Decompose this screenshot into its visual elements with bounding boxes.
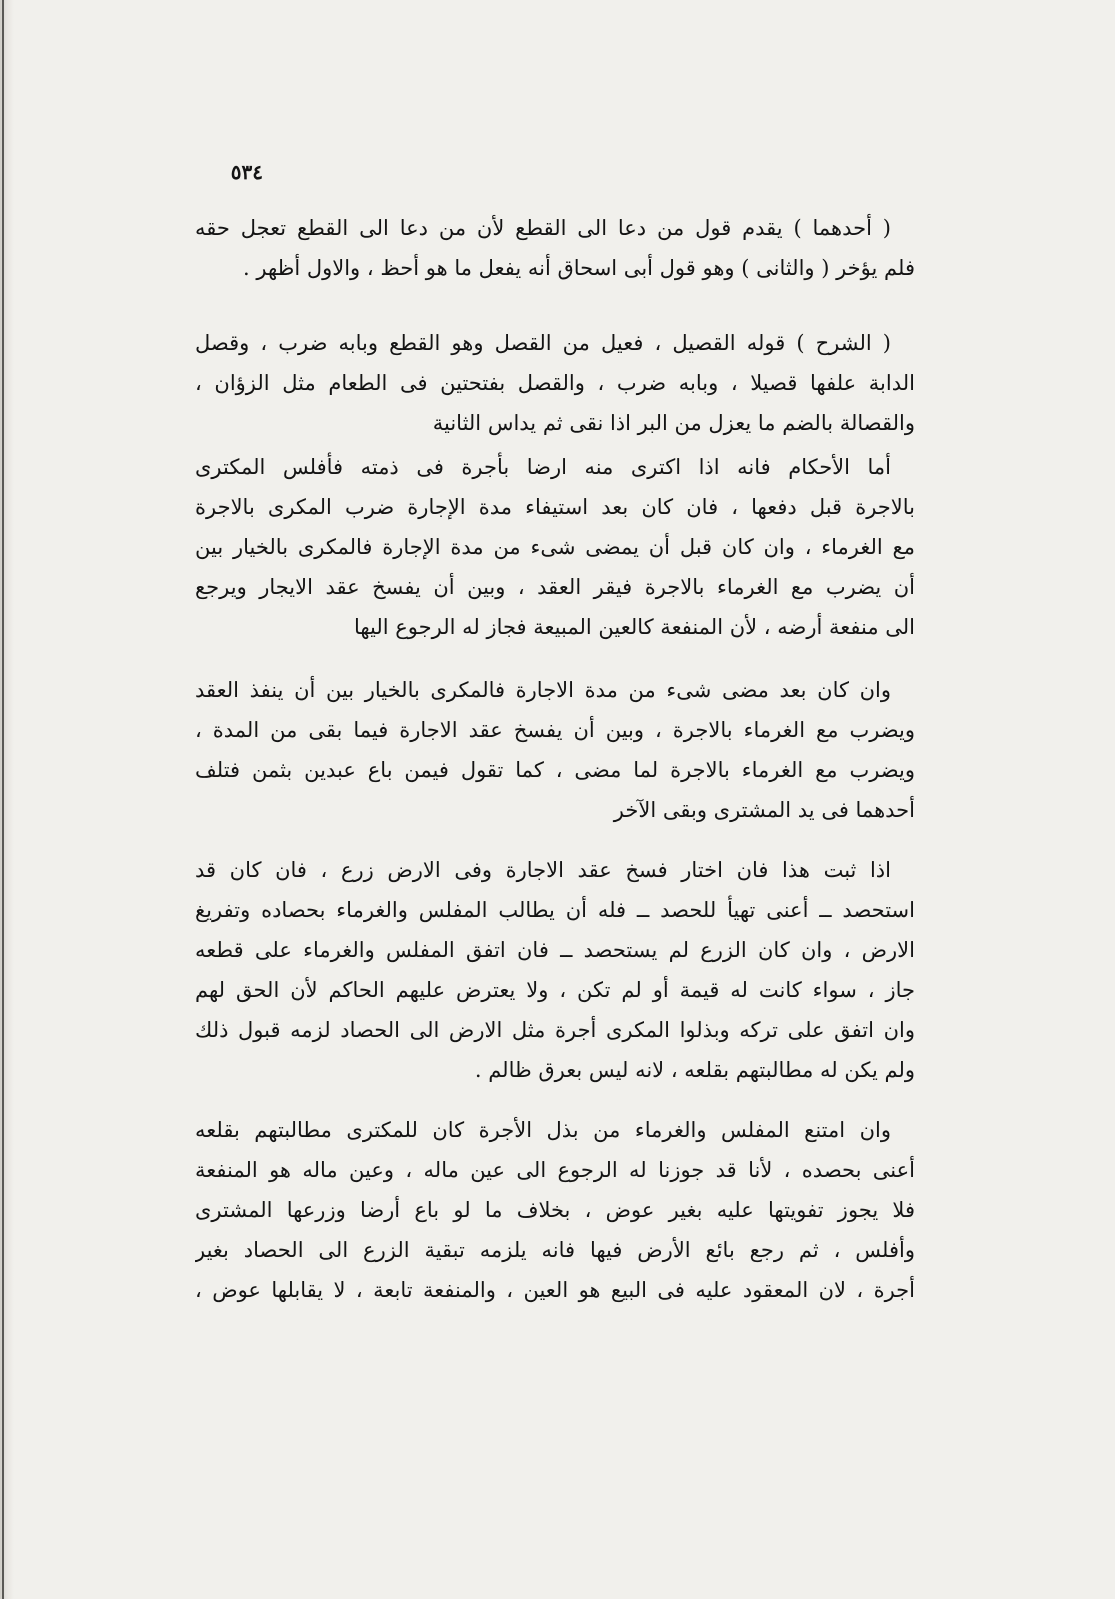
page-spine-line (2, 0, 4, 1599)
text-line: ( الشرح ) قوله القصيل ، فعيل من القصل وهو القطع وبابه ضرب ، وقصل (195, 331, 892, 355)
paragraph-4 (195, 670, 915, 830)
text-line: أعنى بحصده ، لأنا قد جوزنا له الرجوع الى عين ماله ، وعين ماله هو المنفعة (195, 1158, 915, 1182)
paragraph-1 (195, 208, 915, 288)
text-line: الى منفعة أرضه ، لأن المنفعة كالعين المبيعة فجاز له الرجوع اليها (353, 615, 915, 639)
text-line: أن يضرب مع الغرماء بالاجرة فيقر العقد ، وبين أن يفسخ عقد الايجار ويرجع (195, 575, 915, 599)
text-line: أما الأحكام فانه اذا اكترى منه ارضا بأجرة فى ذمته فأفلس المكترى (195, 455, 891, 479)
text-line: استحصد ــ أعنى تهيأ للحصد ــ فله أن يطالب المفلس والغرماء بحصاده وتفريغ (195, 898, 915, 922)
text-line: جاز ، سواء كانت له قيمة أو لم تكن ، ولا يعترض عليهم الحاكم لأن الحق لهم (195, 978, 915, 1002)
paragraph-2 (195, 323, 915, 443)
page-number: ٥٣٤ (230, 160, 263, 184)
text-line: أحدهما فى يد المشترى وبقى الآخر (613, 798, 915, 822)
text-line: الدابة علفها قصيلا ، وبابه ضرب ، والقصل بفتحتين فى الطعام مثل الزؤان ، (195, 371, 915, 395)
text-line: بالاجرة قبل دفعها ، فان كان بعد استيفاء مدة الإجارة ضرب المكرى بالاجرة (195, 495, 915, 519)
text-line: ويضرب مع الغرماء بالاجرة ، وبين أن يفسخ عقد الاجارة فيما بقى من المدة ، (195, 718, 915, 742)
text-line: مع الغرماء ، وان كان قبل أن يمضى شىء من مدة الإجارة فالمكرى بالخيار بين (195, 535, 915, 559)
paragraph-5 (195, 850, 915, 1090)
text-line: أجرة ، لان المعقود عليه فى البيع هو العين ، والمنفعة تابعة ، لا يقابلها عوض ، (195, 1278, 915, 1302)
text-line: فلا يجوز تفويتها عليه بغير عوض ، بخلاف ما لو باع أرضا وزرعها المشترى (195, 1198, 915, 1222)
text-line: وأفلس ، ثم رجع بائع الأرض فيها فانه يلزمه تبقية الزرع الى الحصاد بغير (195, 1238, 915, 1262)
text-line: ويضرب مع الغرماء بالاجرة لما مضى ، كما تقول فيمن باع عبدين بثمن فتلف (195, 758, 915, 782)
text-line: وان كان بعد مضى شىء من مدة الاجارة فالمكرى بالخيار بين أن ينفذ العقد (195, 678, 891, 702)
text-line: وان امتنع المفلس والغرماء من بذل الأجرة كان للمكترى مطالبتهم بقلعه (195, 1118, 891, 1142)
text-line: فلم يؤخر ( والثانى ) وهو قول أبى اسحاق أنه يفعل ما هو أحظ ، والاول أظهر . (243, 256, 915, 280)
text-line: وان اتفق على تركه وبذلوا المكرى أجرة مثل الارض الى الحصاد لزمه قبول ذلك (195, 1018, 915, 1042)
paragraph-3 (195, 447, 915, 647)
text-line: الارض ، وان كان الزرع لم يستحصد ــ فان اتفق المفلس والغرماء على قطعه (195, 938, 915, 962)
text-line: ولم يكن له مطالبتهم بقلعه ، لانه ليس بعرق ظالم . (474, 1058, 915, 1082)
book-page (195, 160, 915, 1460)
text-line: اذا ثبت هذا فان اختار فسخ عقد الاجارة وفى الارض زرع ، فان كان قد (195, 858, 891, 882)
text-line: ( أحدهما ) يقدم قول من دعا الى القطع لأن من دعا الى القطع تعجل حقه (195, 216, 891, 240)
text-line: والقصالة بالضم ما يعزل من البر اذا نقى ثم يداس الثانية (432, 411, 915, 435)
paragraph-6 (195, 1110, 915, 1310)
